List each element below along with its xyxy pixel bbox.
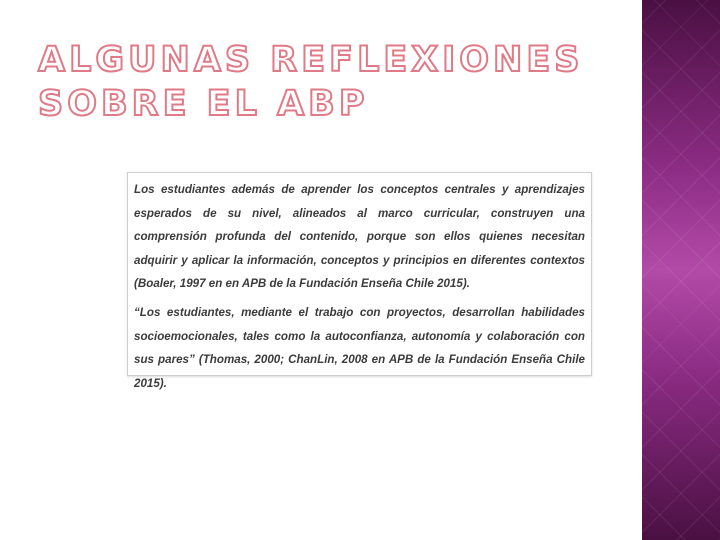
quote-paragraph-2: “Los estudiantes, mediante el trabajo con proyectos, desarrollan habilidades socioemocionales, tales como la autoconfianza, autonomía y colaboración con sus pares” (Thomas, 2000; ChanLin, 2008 en APB de la Fundación Enseña Chile 2015). <box>134 305 585 390</box>
quote-paragraph-1: Los estudiantes además de aprender los conceptos centrales y aprendizajes esperados de su nivel, alineados al marco curricular, construyen una comprensión profunda del contenido, porque son ellos quienes necesitan adquirir y aplicar la información, conceptos y principios en diferentes contextos (Boaler, 1997 en en APB de la Fundación Enseña Chile 2015). <box>134 183 585 291</box>
quote-image-box <box>127 172 592 390</box>
decorative-side-panel <box>642 0 720 540</box>
slide-title: ALGUNAS REFLEXIONES SOBRE EL ABP <box>38 40 584 124</box>
